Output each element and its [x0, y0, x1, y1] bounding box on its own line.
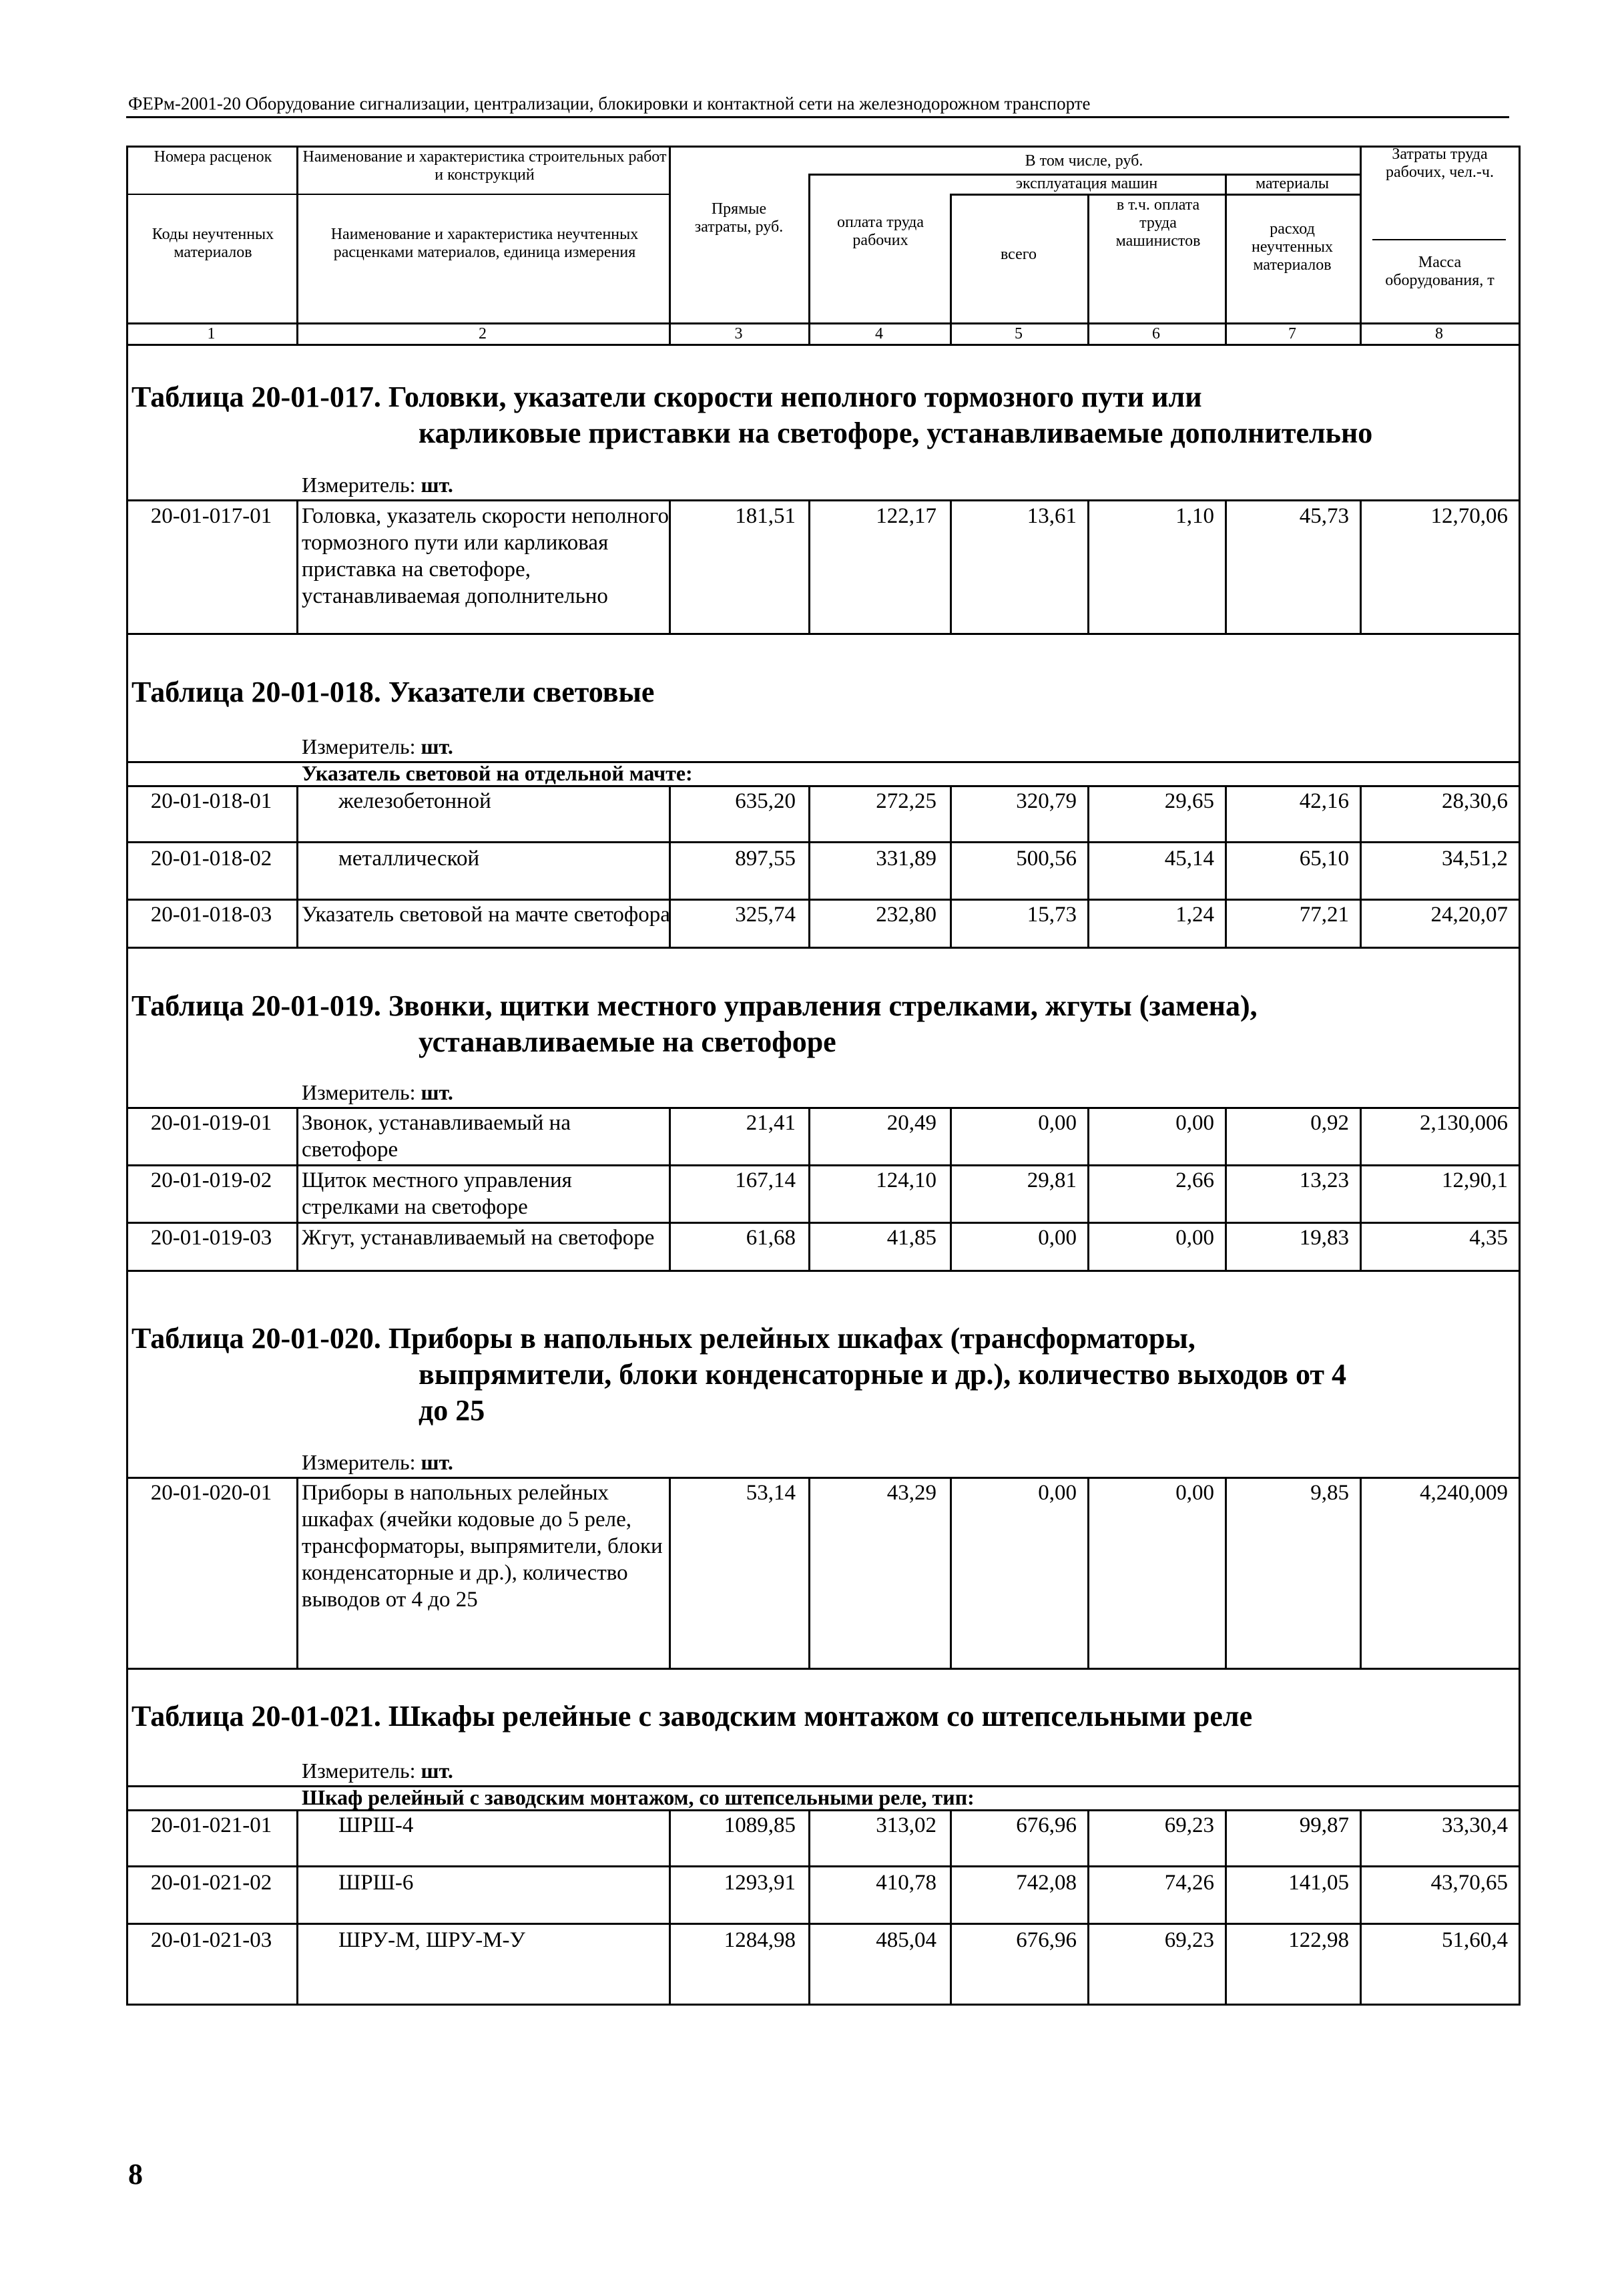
row-rule — [126, 841, 1521, 843]
labor-pay: 41,85 — [886, 1226, 936, 1250]
machinists-pay: 45,14 — [1164, 847, 1214, 871]
labor-hours: 28,30,6 — [1442, 789, 1508, 813]
labor-pay: 20,49 — [886, 1111, 936, 1135]
machines-total: 320,79 — [1016, 789, 1077, 813]
measure-021: Измеритель: шт. — [302, 1759, 453, 1783]
row-rule — [126, 1809, 1521, 1811]
labor-hours: 12,70,06 — [1430, 504, 1508, 528]
header-group: В том числе, руб. — [1025, 152, 1143, 170]
machines-total: 0,00 — [1038, 1481, 1077, 1505]
machines-total: 13,61 — [1027, 504, 1077, 528]
labor-pay: 410,78 — [876, 1871, 936, 1895]
rate-code: 20-01-021-01 — [150, 1813, 272, 1837]
col-num-8: 8 — [1435, 325, 1443, 342]
labor-hours: 12,90,1 — [1442, 1168, 1508, 1192]
col-sep-6 — [1225, 176, 1227, 346]
col-number-rule-bottom — [126, 344, 1521, 346]
section-title-017: Таблица 20-01-017. Головки, указатели скорости неполного тормозного пути или карликовые приставки на светофоре, устанавливаемые дополнительно — [131, 381, 1373, 449]
table-border-left — [126, 146, 128, 2006]
table-border-bottom — [126, 2004, 1521, 2006]
rate-name: металлической — [338, 847, 480, 871]
labor-hours: 4,240,009 — [1420, 1481, 1508, 1505]
rate-code: 20-01-017-01 — [150, 504, 272, 528]
machinists-pay: 0,00 — [1175, 1226, 1214, 1250]
section-title-020: Таблица 20-01-020. Приборы в напольных релейных шкафах (трансформаторы, выпрямители, блоки конденсаторные и др.), количество выходов от 4 до 25 — [131, 1322, 1347, 1427]
header-c1-top: Номера расценок — [154, 148, 272, 166]
row-sep — [296, 1107, 298, 1270]
page-number: 8 — [128, 2158, 143, 2191]
name-col-rule — [296, 194, 669, 195]
rate-code: 20-01-021-03 — [150, 1928, 272, 1952]
section-title-018: Таблица 20-01-018. Указатели световые — [131, 676, 655, 708]
header-c7: расход неучтенных материалов — [1252, 220, 1333, 274]
rate-name: ШРУ-М, ШРУ-М-У — [338, 1928, 525, 1952]
direct-cost: 167,14 — [735, 1168, 796, 1192]
measure-019: Измеритель: шт. — [302, 1080, 453, 1104]
rate-name: Жгут, устанавливаемый на светофоре — [302, 1226, 655, 1250]
labor-hours: 4,35 — [1469, 1226, 1508, 1250]
section-title-019: Таблица 20-01-019. Звонки, щитки местного управления стрелками, жгуты (замена), устанавливаемые на светофоре — [131, 989, 1258, 1058]
labor-hours: 33,30,4 — [1442, 1813, 1508, 1837]
labor-pay: 331,89 — [876, 847, 936, 871]
rate-name: ШРШ-4 — [338, 1813, 414, 1837]
machinists-pay: 2,66 — [1175, 1168, 1214, 1192]
header-c2-top: Наименование и характеристика строительных работ и конструкций — [302, 148, 667, 184]
table-border-top — [126, 146, 1521, 148]
labor-pay: 313,02 — [876, 1813, 936, 1837]
rate-code: 20-01-021-02 — [150, 1871, 272, 1895]
labor-hours: 24,20,07 — [1430, 903, 1508, 927]
machines-total: 742,08 — [1016, 1871, 1077, 1895]
machinists-pay: 1,24 — [1175, 903, 1214, 927]
row-rule — [126, 1222, 1521, 1224]
col-number-rule-top — [126, 322, 1521, 324]
row-rule — [126, 899, 1521, 901]
rate-code: 20-01-019-02 — [150, 1168, 272, 1192]
table-border-right — [1519, 146, 1521, 2006]
row-rule — [126, 1477, 1521, 1479]
machinists-pay: 0,00 — [1175, 1111, 1214, 1135]
rate-name: железобетонной — [338, 789, 491, 813]
row-rule — [126, 633, 1521, 635]
machines-total: 676,96 — [1016, 1928, 1077, 1952]
labor-pay: 485,04 — [876, 1928, 936, 1952]
materials: 99,87 — [1299, 1813, 1349, 1837]
row-rule — [126, 947, 1521, 949]
group-title-021: Шкаф релейный с заводским монтажом, со штепсельными реле, тип: — [302, 1785, 975, 1809]
materials: 42,16 — [1299, 789, 1349, 813]
machinists-pay: 74,26 — [1164, 1871, 1214, 1895]
row-rule — [126, 1923, 1521, 1925]
row-rule — [126, 499, 1521, 501]
row-rule — [126, 1865, 1521, 1867]
labor-hours: 34,51,2 — [1442, 847, 1508, 871]
rate-name: Звонок, устанавливаемый на светофоре — [302, 1111, 571, 1162]
col-num-4: 4 — [875, 325, 883, 342]
direct-cost: 53,14 — [746, 1481, 796, 1505]
materials: 141,05 — [1288, 1871, 1349, 1895]
machinists-pay: 0,00 — [1175, 1481, 1214, 1505]
group-title-018: Указатель световой на отдельной мачте: — [302, 761, 693, 785]
direct-cost: 21,41 — [746, 1111, 796, 1135]
header-c8-top: Затраты труда рабочих, чел.-ч. — [1386, 146, 1494, 181]
document-header: ФЕРм-2001-20 Оборудование сигнализации, централизации, блокировки и контактной сети на железнодорожном транспорте — [128, 93, 1091, 113]
labor-pay: 43,29 — [886, 1481, 936, 1505]
labor-hours: 2,130,006 — [1420, 1111, 1508, 1135]
header-c3: Прямые затраты, руб. — [694, 200, 784, 236]
direct-cost: 1089,85 — [724, 1813, 796, 1837]
labor-pay: 124,10 — [876, 1168, 936, 1192]
row-rule — [126, 785, 1521, 787]
header-group-materials: материалы — [1255, 175, 1329, 192]
col-num-7: 7 — [1288, 325, 1296, 342]
measure-020: Измеритель: шт. — [302, 1450, 453, 1474]
col-num-1: 1 — [207, 325, 216, 342]
col-sep-2 — [669, 146, 671, 346]
machines-total: 676,96 — [1016, 1813, 1077, 1837]
rate-code: 20-01-019-03 — [150, 1226, 272, 1250]
machines-total: 0,00 — [1038, 1226, 1077, 1250]
rates-table — [126, 146, 1521, 2006]
header-c2-bottom: Наименование и характеристика неучтенных расценками материалов, единица измерения — [330, 226, 639, 261]
row-rule — [126, 1668, 1521, 1670]
row-rule — [126, 1107, 1521, 1109]
header-c6: в т.ч. оплата труда машинистов — [1115, 196, 1201, 250]
machines-total: 29,81 — [1027, 1168, 1077, 1192]
materials: 0,92 — [1310, 1111, 1349, 1135]
machines-total: 15,73 — [1027, 903, 1077, 927]
materials: 77,21 — [1299, 903, 1349, 927]
rate-name: ШРШ-6 — [338, 1871, 414, 1895]
header-c1-bottom: Коды неучтенных материалов — [152, 226, 274, 261]
measure-018: Измеритель: шт. — [302, 734, 453, 758]
labor-pay: 232,80 — [876, 903, 936, 927]
rate-code: 20-01-020-01 — [150, 1481, 272, 1505]
direct-cost: 1284,98 — [724, 1928, 796, 1952]
rate-code: 20-01-018-03 — [150, 903, 272, 927]
rate-name: Щиток местного управления стрелками на светофоре — [302, 1168, 572, 1219]
c8-rule — [1372, 239, 1506, 240]
direct-cost: 325,74 — [735, 903, 796, 927]
rate-name: Указатель световой на мачте светофора — [302, 903, 670, 927]
materials: 13,23 — [1299, 1168, 1349, 1192]
rate-name: Приборы в напольных релейных шкафах (ячейки кодовые до 5 реле, трансформаторы, выпрямители, блоки конденсаторные и др.), количество выводов от 4 до 25 — [302, 1481, 663, 1612]
header-c5: всего — [1000, 246, 1037, 263]
col-sep-1 — [296, 146, 298, 346]
measure-017: Измеритель: шт. — [302, 473, 453, 497]
row-rule — [126, 1270, 1521, 1272]
materials: 45,73 — [1299, 504, 1349, 528]
rate-code: 20-01-019-01 — [150, 1111, 272, 1135]
col-num-2: 2 — [479, 325, 487, 342]
section-title-021: Таблица 20-01-021. Шкафы релейные с заводским монтажом со штепсельными реле — [131, 1700, 1253, 1733]
col-sep-7 — [1360, 146, 1362, 346]
direct-cost: 635,20 — [735, 789, 796, 813]
header-c4: оплата труда рабочих — [836, 214, 924, 249]
row-sep — [296, 1477, 298, 1668]
row-sep — [296, 1809, 298, 2004]
header-rule — [126, 116, 1509, 118]
materials: 9,85 — [1310, 1481, 1349, 1505]
code-col-rule — [126, 194, 296, 195]
labor-pay: 122,17 — [876, 504, 936, 528]
row-rule — [126, 1164, 1521, 1166]
rate-name: Головка, указатель скорости неполного тормозного пути или карликовая приставка на светофоре, устанавливаемая дополнительно — [302, 504, 669, 608]
header-c8-bottom: Масса оборудования, т — [1385, 254, 1495, 289]
direct-cost: 61,68 — [746, 1226, 796, 1250]
col-num-6: 6 — [1152, 325, 1160, 342]
machines-total: 500,56 — [1016, 847, 1077, 871]
rate-code: 20-01-018-02 — [150, 847, 272, 871]
rate-code: 20-01-018-01 — [150, 789, 272, 813]
materials: 65,10 — [1299, 847, 1349, 871]
machinists-pay: 1,10 — [1175, 504, 1214, 528]
row-sep — [296, 785, 298, 947]
row-sep — [296, 499, 298, 633]
col-num-3: 3 — [734, 325, 743, 342]
materials: 19,83 — [1299, 1226, 1349, 1250]
labor-hours: 51,60,4 — [1442, 1928, 1508, 1952]
labor-hours: 43,70,65 — [1430, 1871, 1508, 1895]
machinists-pay: 29,65 — [1164, 789, 1214, 813]
labor-pay: 272,25 — [876, 789, 936, 813]
col-num-5: 5 — [1015, 325, 1023, 342]
materials: 122,98 — [1288, 1928, 1349, 1952]
machinists-pay: 69,23 — [1164, 1813, 1214, 1837]
direct-cost: 181,51 — [735, 504, 796, 528]
header-group-machines: эксплуатация машин — [1015, 175, 1158, 192]
col-sep-3 — [808, 176, 810, 346]
machinists-pay: 69,23 — [1164, 1928, 1214, 1952]
direct-cost: 897,55 — [735, 847, 796, 871]
direct-cost: 1293,91 — [724, 1871, 796, 1895]
machines-total: 0,00 — [1038, 1111, 1077, 1135]
subgroup-rule — [950, 194, 1360, 196]
